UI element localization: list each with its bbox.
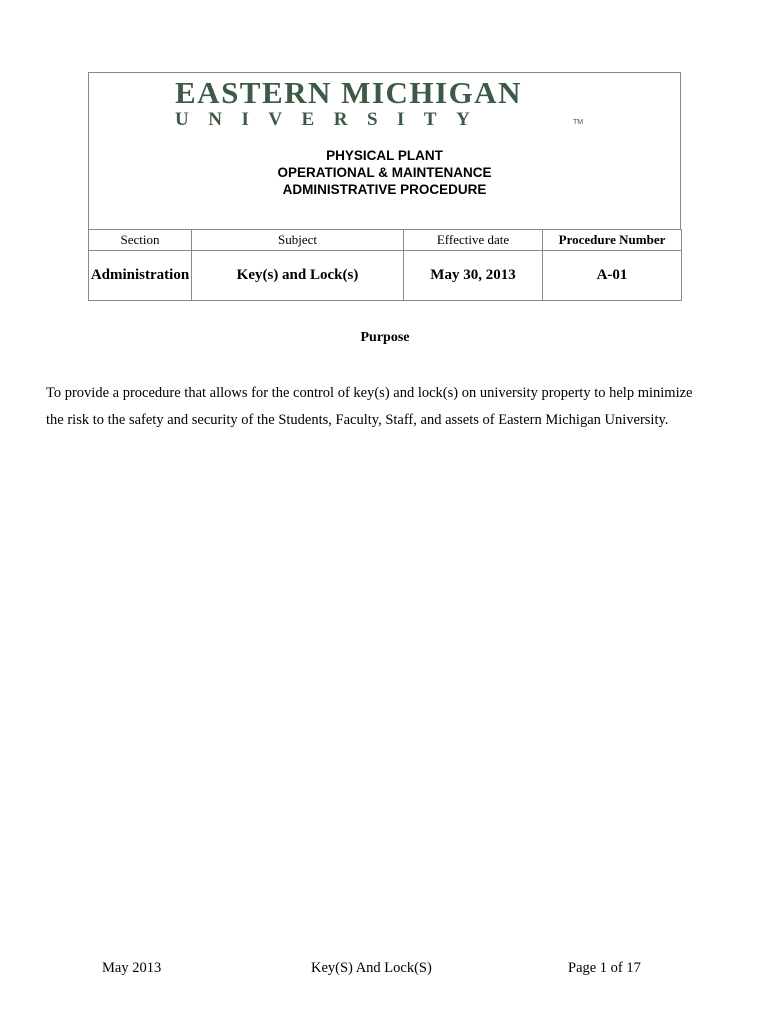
procedure-info-table: [88, 229, 682, 301]
table-value-row: [89, 251, 682, 301]
subject-value: Key(s) and Lock(s): [192, 251, 404, 301]
footer-page-number: Page 1 of 17: [568, 960, 641, 976]
footer-date: May 2013: [102, 960, 162, 976]
subject-header: Subject: [192, 230, 404, 251]
purpose-line-1: To provide a procedure that allows for the control of key(s) and lock(s) on university property to help minimize: [46, 385, 693, 401]
section-header: Section: [89, 230, 192, 251]
procedure-number-header: Procedure Number: [543, 230, 682, 251]
university-logo-subline: UNIVERSITY: [175, 109, 490, 130]
university-logo-wordmark: EASTERN MICHIGAN: [175, 75, 522, 110]
effective-date-value: May 30, 2013: [404, 251, 543, 301]
section-value: Administration: [89, 251, 192, 301]
trademark-mark: TM: [573, 119, 584, 126]
table-header-row: [89, 230, 682, 251]
footer-title: Key(S) And Lock(S): [311, 960, 432, 976]
header-line-administrative: ADMINISTRATIVE PROCEDURE: [282, 182, 487, 197]
purpose-line-2: the risk to the safety and security of the Students, Faculty, Staff, and assets of Eastern Michigan University.: [46, 412, 669, 428]
header-line-physical-plant: PHYSICAL PLANT: [326, 148, 443, 163]
effective-date-header: Effective date: [404, 230, 543, 251]
purpose-heading: Purpose: [360, 330, 410, 345]
procedure-number-value: A-01: [543, 251, 682, 301]
header-line-operational: OPERATIONAL & MAINTENANCE: [277, 165, 492, 180]
purpose-paragraph: [46, 380, 736, 434]
document-header-box: [88, 72, 681, 230]
